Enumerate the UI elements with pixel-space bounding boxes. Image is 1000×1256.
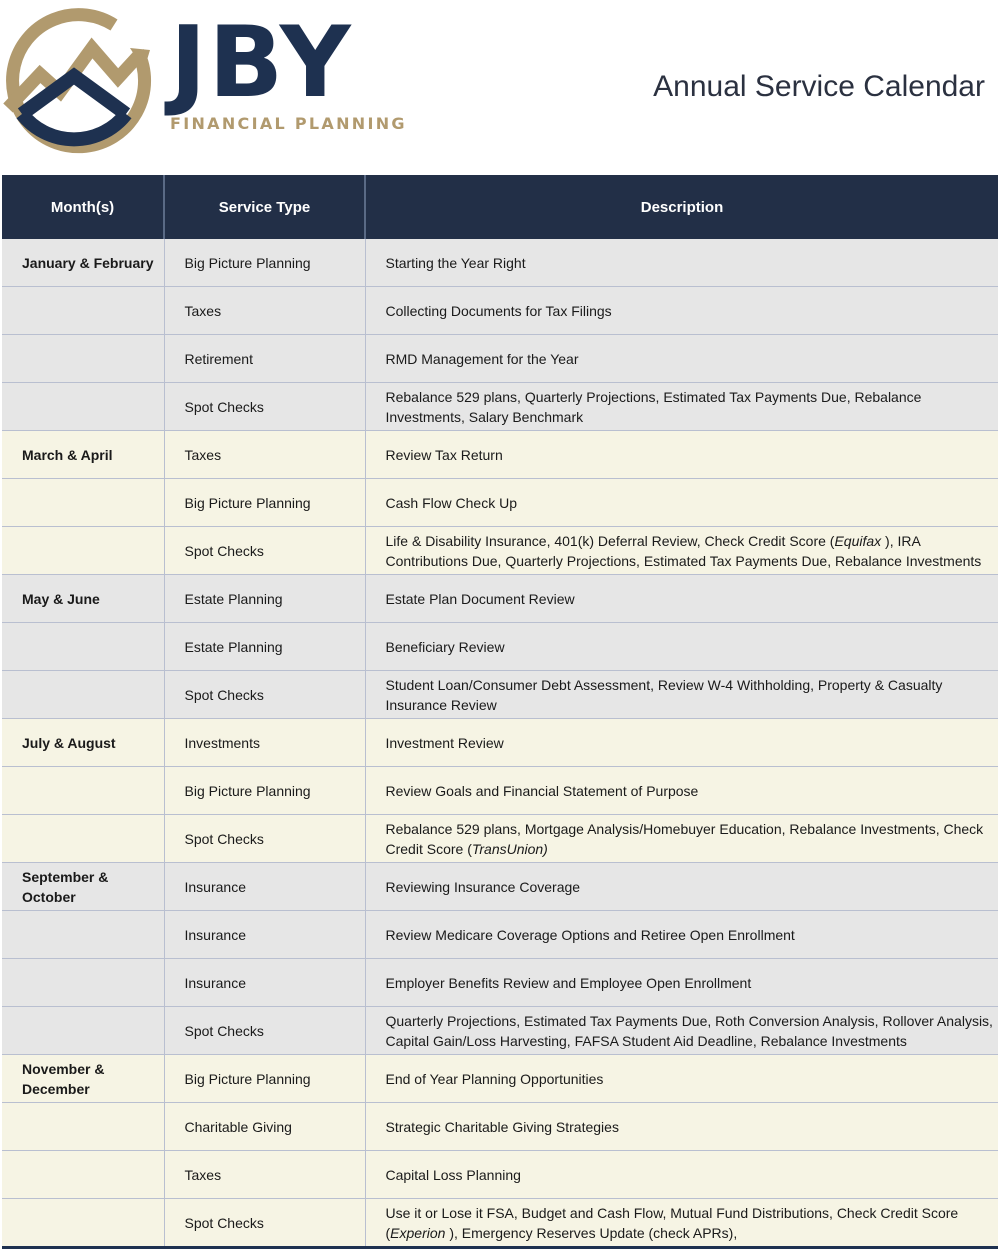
- description-cell: [365, 479, 998, 527]
- month-cell: March & April: [2, 431, 164, 479]
- description-cell: [365, 1151, 998, 1199]
- description-emphasis: Experion: [390, 1224, 446, 1241]
- table-row: [2, 767, 998, 815]
- description-cell: [365, 863, 998, 911]
- description-text: Rebalance 529 plans, Quarterly Projections, Estimated Tax Payments Due, Rebalance Investments, Salary Benchmark: [385, 388, 922, 425]
- description-cell: [365, 767, 998, 815]
- table-row: [2, 911, 998, 959]
- brand-name: JBY: [170, 6, 353, 120]
- table-row: [2, 623, 998, 671]
- service-type-cell: Spot Checks: [164, 1199, 365, 1248]
- month-cell: [2, 527, 164, 575]
- month-cell: [2, 1007, 164, 1055]
- description-cell: [365, 335, 998, 383]
- table-row: [2, 287, 998, 335]
- description-cell: [365, 1103, 998, 1151]
- service-type-cell: Insurance: [164, 911, 365, 959]
- service-type-cell: Insurance: [164, 959, 365, 1007]
- description-text: Use it or Lose it FSA, Budget and Cash Flow, Mutual Fund Distributions, Check Credit Score (: [385, 1204, 959, 1241]
- description-text: ), IRA Contributions Due, Quarterly Projections, Estimated Tax Payments Due, Rebalance Investments: [385, 532, 982, 569]
- table-row: [2, 1103, 998, 1151]
- service-type-cell: Charitable Giving: [164, 1103, 365, 1151]
- table-body: [2, 239, 998, 1248]
- month-cell: May & June: [2, 575, 164, 623]
- service-type-cell: Big Picture Planning: [164, 239, 365, 287]
- brand-block: [170, 6, 407, 133]
- month-cell: [2, 1151, 164, 1199]
- service-type-cell: Spot Checks: [164, 527, 365, 575]
- service-type-cell: Big Picture Planning: [164, 479, 365, 527]
- month-cell: [2, 767, 164, 815]
- column-header-service-type: Service Type: [164, 175, 365, 239]
- description-cell: [365, 1007, 998, 1055]
- description-text: Strategic Charitable Giving Strategies: [385, 1118, 619, 1135]
- description-text: Review Goals and Financial Statement of Purpose: [385, 782, 699, 799]
- table-row: [2, 863, 998, 911]
- table-header-row: [2, 175, 998, 239]
- table-row: [2, 719, 998, 767]
- month-cell: [2, 1103, 164, 1151]
- month-cell: [2, 287, 164, 335]
- month-cell: [2, 815, 164, 863]
- description-cell: [365, 431, 998, 479]
- service-type-cell: Taxes: [164, 431, 365, 479]
- description-text: Collecting Documents for Tax Filings: [385, 302, 612, 319]
- service-type-cell: Big Picture Planning: [164, 1055, 365, 1103]
- description-cell: [365, 287, 998, 335]
- month-cell: [2, 911, 164, 959]
- table-row: [2, 815, 998, 863]
- month-cell: [2, 959, 164, 1007]
- table-row: [2, 335, 998, 383]
- month-cell: September & October: [2, 863, 164, 911]
- month-cell: [2, 479, 164, 527]
- month-cell: [2, 623, 164, 671]
- description-cell: [365, 815, 998, 863]
- table-row: [2, 1055, 998, 1103]
- column-header-description: Description: [365, 175, 998, 239]
- table-row: [2, 431, 998, 479]
- service-type-cell: Taxes: [164, 287, 365, 335]
- description-cell: [365, 623, 998, 671]
- column-header-months: Month(s): [2, 175, 164, 239]
- table-row: [2, 383, 998, 431]
- month-cell: [2, 335, 164, 383]
- description-cell: [365, 527, 998, 575]
- month-cell: [2, 1199, 164, 1248]
- description-emphasis: TransUnion): [471, 840, 548, 857]
- month-cell: [2, 383, 164, 431]
- month-cell: July & August: [2, 719, 164, 767]
- description-text: Reviewing Insurance Coverage: [385, 878, 581, 895]
- description-text: RMD Management for the Year: [385, 350, 579, 367]
- table-row: [2, 1007, 998, 1055]
- table-row: [2, 671, 998, 719]
- description-text: Estate Plan Document Review: [385, 590, 575, 607]
- service-type-cell: Estate Planning: [164, 623, 365, 671]
- description-text: ), Emergency Reserves Update (check APRs),: [445, 1224, 738, 1241]
- description-text: Quarterly Projections, Estimated Tax Payments Due, Roth Conversion Analysis, Rollover Analysis, Capital Gain/Loss Harvesting, FAFSA Student Aid Deadline, Rebalance Investments: [385, 1012, 993, 1049]
- service-type-cell: Spot Checks: [164, 671, 365, 719]
- description-cell: [365, 719, 998, 767]
- service-type-cell: Insurance: [164, 863, 365, 911]
- description-text: Capital Loss Planning: [385, 1166, 521, 1183]
- description-emphasis: Equifax: [834, 532, 882, 549]
- description-text: Review Medicare Coverage Options and Retiree Open Enrollment: [385, 926, 795, 943]
- table-row: [2, 239, 998, 287]
- description-cell: [365, 575, 998, 623]
- description-cell: [365, 383, 998, 431]
- service-type-cell: Spot Checks: [164, 383, 365, 431]
- service-type-cell: Big Picture Planning: [164, 767, 365, 815]
- jby-logo-icon: [2, 4, 152, 154]
- description-cell: [365, 959, 998, 1007]
- page-title: Annual Service Calendar: [653, 70, 985, 103]
- description-cell: [365, 671, 998, 719]
- month-cell: [2, 671, 164, 719]
- description-cell: [365, 1055, 998, 1103]
- description-cell: [365, 239, 998, 287]
- service-type-cell: Investments: [164, 719, 365, 767]
- service-type-cell: Spot Checks: [164, 815, 365, 863]
- page-header: [0, 0, 1000, 175]
- service-type-cell: Estate Planning: [164, 575, 365, 623]
- description-text: Investment Review: [385, 734, 504, 751]
- table-row: [2, 1151, 998, 1199]
- table-row: [2, 479, 998, 527]
- description-cell: [365, 1199, 998, 1248]
- month-cell: January & February: [2, 239, 164, 287]
- table-row: [2, 1199, 998, 1248]
- table-row: [2, 575, 998, 623]
- service-calendar-table: [2, 175, 998, 1249]
- table-row: [2, 959, 998, 1007]
- description-text: Starting the Year Right: [385, 254, 526, 271]
- description-text: Employer Benefits Review and Employee Open Enrollment: [385, 974, 752, 991]
- description-text: Life & Disability Insurance, 401(k) Deferral Review, Check Credit Score (: [385, 532, 835, 549]
- description-cell: [365, 911, 998, 959]
- service-type-cell: Retirement: [164, 335, 365, 383]
- description-text: End of Year Planning Opportunities: [385, 1070, 604, 1087]
- month-cell: November & December: [2, 1055, 164, 1103]
- description-text: Rebalance 529 plans, Mortgage Analysis/Homebuyer Education, Rebalance Investments, Check Credit Score (: [385, 820, 984, 857]
- description-text: Beneficiary Review: [385, 638, 505, 655]
- description-text: Cash Flow Check Up: [385, 494, 517, 511]
- description-text: Review Tax Return: [385, 446, 503, 463]
- brand-subtitle: FINANCIAL PLANNING: [170, 114, 407, 133]
- table-row: [2, 527, 998, 575]
- service-type-cell: Spot Checks: [164, 1007, 365, 1055]
- description-text: Student Loan/Consumer Debt Assessment, Review W-4 Withholding, Property & Casualty Insurance Review: [385, 676, 943, 713]
- service-type-cell: Taxes: [164, 1151, 365, 1199]
